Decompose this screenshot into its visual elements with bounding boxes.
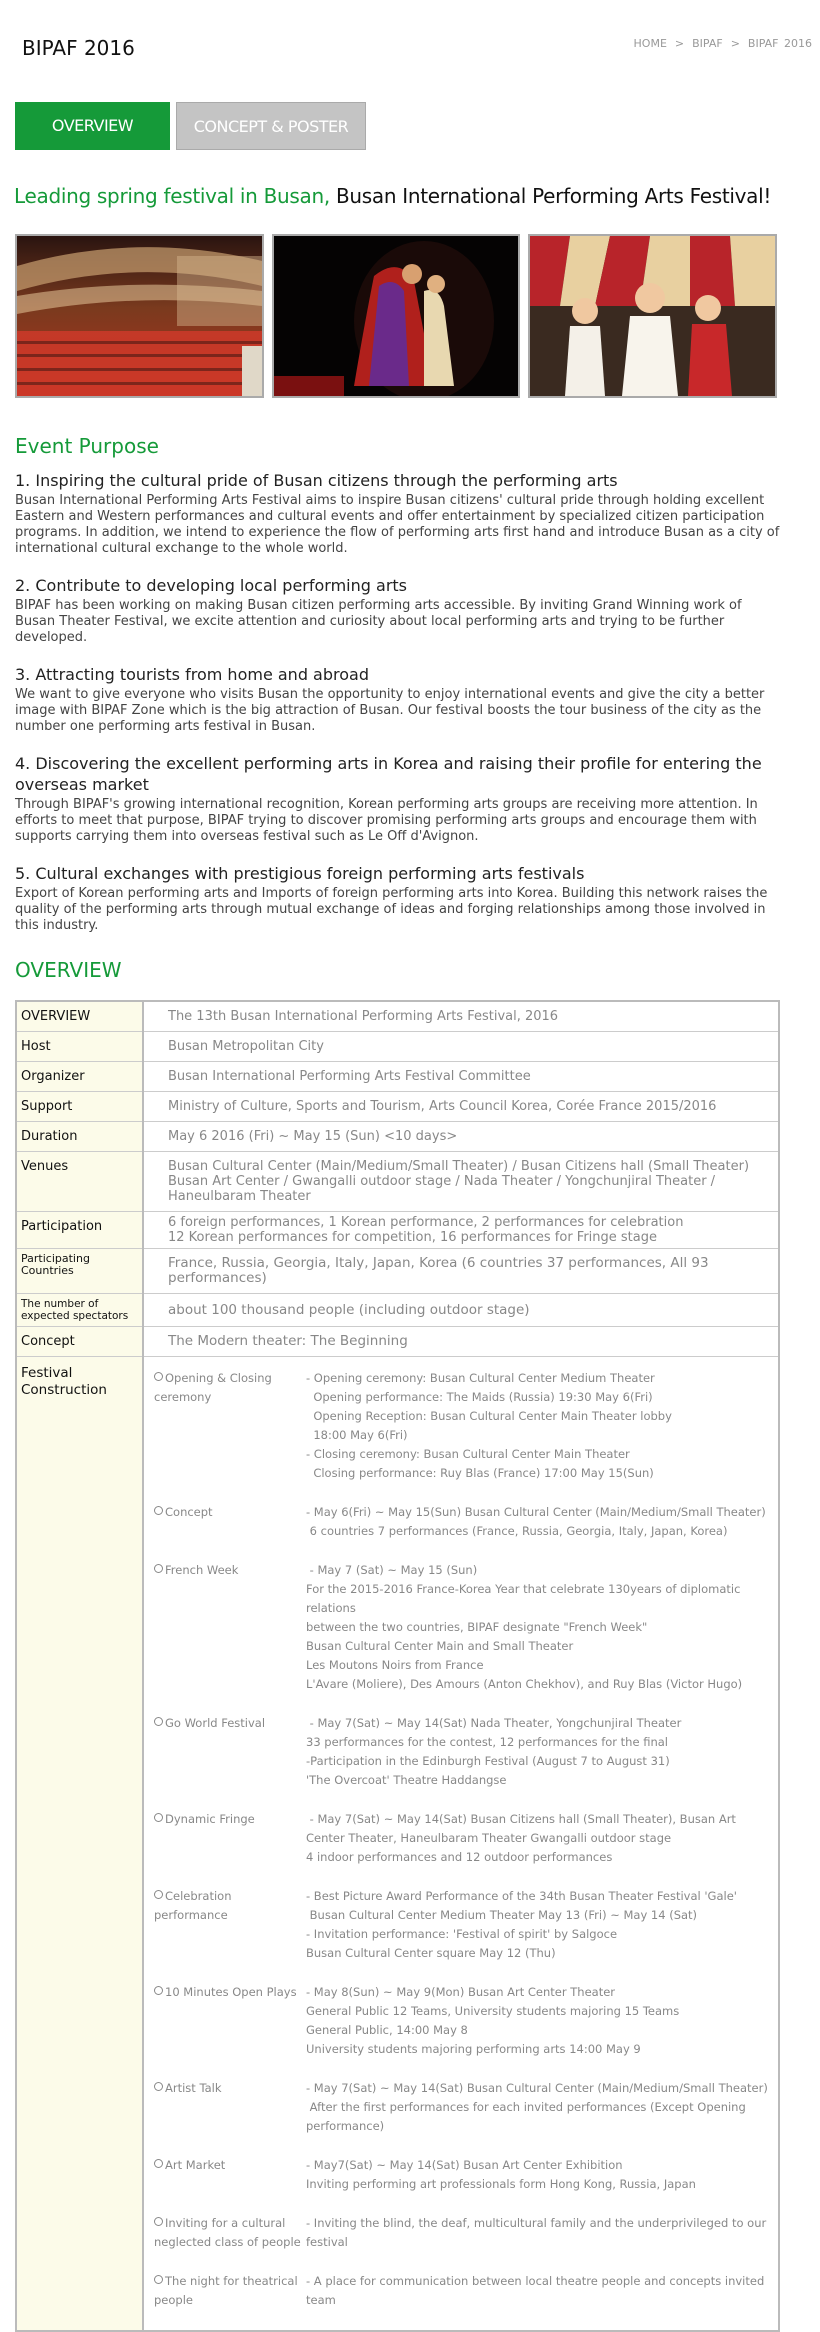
headline xyxy=(14,184,771,208)
construction-item xyxy=(152,1714,770,1810)
bullet-circle-icon xyxy=(154,1986,163,1995)
page-title: BIPAF 2016 xyxy=(22,36,135,60)
tab-concept-poster[interactable]: CONCEPT & POSTER xyxy=(176,102,366,150)
construction-item xyxy=(152,2214,770,2272)
breadcrumb xyxy=(634,37,812,50)
row-label: Support xyxy=(16,1092,143,1122)
breadcrumb-separator: > xyxy=(730,37,740,50)
bullet-circle-icon xyxy=(154,2082,163,2091)
row-value: 6 foreign performances, 1 Korean performance, 2 performances for celebration 12 Korean performances for competition, 16 performances for Fringe stage xyxy=(143,1212,779,1249)
purpose-item xyxy=(15,575,785,646)
purpose-body: BIPAF has been working on making Busan citizen performing arts accessible. By inviting Grand Winning work of Busan Theater Festival, we excite attention and curiosity about local performing arts and trying to be further developed. xyxy=(15,598,742,645)
table-row xyxy=(16,1212,779,1249)
construction-name: The night for theatrical people xyxy=(154,2274,298,2307)
photo-stage-performance xyxy=(272,234,520,398)
tab-overview[interactable]: OVERVIEW xyxy=(15,102,170,150)
headline-black-text: Busan International Performing Arts Festival! xyxy=(329,184,772,208)
overview-table xyxy=(15,1000,780,2332)
construction-detail: - A place for communication between local theatre people and concepts invited team xyxy=(306,2274,768,2307)
bullet-circle-icon xyxy=(154,2275,163,2284)
bullet-circle-icon xyxy=(154,1813,163,1822)
row-label: Organizer xyxy=(16,1062,143,1092)
row-value: Busan International Performing Arts Festival Committee xyxy=(143,1062,779,1092)
bullet-circle-icon xyxy=(154,2217,163,2226)
purpose-item xyxy=(15,664,785,735)
construction-table xyxy=(152,1369,770,2330)
purpose-body: Export of Korean performing arts and Imports of foreign performing arts into Korea. Building this network raises the quality of the performing arts through mutual exchange of ideas and forging relationships among those involved in this industry. xyxy=(15,886,768,933)
bullet-circle-icon xyxy=(154,1717,163,1726)
row-label: Participation xyxy=(16,1212,143,1249)
row-label: Host xyxy=(16,1032,143,1062)
purpose-list xyxy=(15,470,785,952)
overview-section-title: OVERVIEW xyxy=(15,958,122,982)
row-value: Busan Cultural Center (Main/Medium/Small Theater) / Busan Citizens hall (Small Theater) Busan Art Center / Gwangalli outdoor stage / Nada Theater / Yongchunjiral Theater / Haneulbaram Theater xyxy=(143,1152,779,1212)
construction-name: Artist Talk xyxy=(165,2081,222,2095)
table-row xyxy=(16,1327,779,1357)
construction-detail: - May 7(Sat) ~ May 14(Sat) Nada Theater, Yongchunjiral Theater 33 performances for the contest, 12 performances for the final -Participation in the Edinburgh Festival (August 7 to August 31) 'The Overcoat' Theatre Haddangse xyxy=(306,1716,682,1787)
purpose-body: Through BIPAF's growing international recognition, Korean performing arts groups are receiving more attention. In efforts to meet that purpose, BIPAF trying to discover promising performing arts groups and encourage them with supports carrying them into overseas festival such as Le Off d'Avignon. xyxy=(15,797,758,844)
construction-name: Celebration performance xyxy=(154,1889,232,1922)
construction-name: Art Market xyxy=(165,2158,226,2172)
construction-detail: - May7(Sat) ~ May 14(Sat) Busan Art Center Exhibition Inviting performing art professionals form Hong Kong, Russia, Japan xyxy=(306,2158,696,2191)
row-label: Venues xyxy=(16,1152,143,1212)
purpose-heading: 3. Attracting tourists from home and abroad xyxy=(15,665,369,684)
row-value: May 6 2016 (Fri) ~ May 15 (Sun) <10 days> xyxy=(143,1122,779,1152)
row-value: about 100 thousand people (including outdoor stage) xyxy=(143,1294,779,1327)
tab-bar xyxy=(15,102,366,150)
purpose-item xyxy=(15,863,785,934)
row-value: Busan Metropolitan City xyxy=(143,1032,779,1062)
construction-cell xyxy=(143,1357,779,2332)
row-label: Participating Countries xyxy=(16,1249,143,1294)
event-purpose-title: Event Purpose xyxy=(15,434,159,458)
table-row xyxy=(16,1249,779,1294)
row-value: Ministry of Culture, Sports and Tourism, Arts Council Korea, Corée France 2015/2016 xyxy=(143,1092,779,1122)
construction-detail: - Best Picture Award Performance of the 34th Busan Theater Festival 'Gale' Busan Cultural Center Medium Theater May 13 (Fri) ~ May 14 (Sat) - Invitation performance: 'Festival of spirit' by Salgoce Busan Cultural Center square May 12 (Thu) xyxy=(306,1889,737,1960)
breadcrumb-current: BIPAF 2016 xyxy=(747,37,812,50)
construction-detail: - Opening ceremony: Busan Cultural Center Medium Theater Opening performance: The Maids (Russia) 19:30 May 6(Fri) Opening Reception: Busan Cultural Center Main Theater lobby 18:00 May 6(Fri) - Closing ceremony: Busan Cultural Center Main Theater Closing performance: Ruy Blas (France) 17:00 May 15(Sun) xyxy=(306,1371,672,1480)
construction-item xyxy=(152,1503,770,1561)
purpose-item xyxy=(15,470,785,557)
table-row xyxy=(16,1122,779,1152)
table-row xyxy=(16,1294,779,1327)
photo-circus-performers xyxy=(528,234,777,398)
purpose-heading: 2. Contribute to developing local performing arts xyxy=(15,576,407,595)
purpose-heading: 5. Cultural exchanges with prestigious foreign performing arts festivals xyxy=(15,864,585,883)
row-value: France, Russia, Georgia, Italy, Japan, Korea (6 countries 37 performances, All 93 performances) xyxy=(143,1249,779,1294)
headline-green-text: Leading spring festival in Busan, xyxy=(14,184,330,208)
purpose-body: We want to give everyone who visits Busan the opportunity to enjoy international events and give the city a better image with BIPAF Zone which is the big attraction of Busan. Our festival boosts the tour business of the city as the number one performing arts festival in Busan. xyxy=(15,687,765,734)
breadcrumb-home-link[interactable]: HOME xyxy=(633,37,667,50)
table-row xyxy=(16,1001,779,1032)
table-row xyxy=(16,1032,779,1062)
photo-concert-hall xyxy=(15,234,264,398)
table-row xyxy=(16,1092,779,1122)
construction-item xyxy=(152,1369,770,1503)
construction-item xyxy=(152,1561,770,1714)
row-label: Duration xyxy=(16,1122,143,1152)
construction-name: Concept xyxy=(165,1505,213,1519)
construction-name: Inviting for a cultural neglected class of people xyxy=(154,2216,301,2249)
bullet-circle-icon xyxy=(154,1506,163,1515)
bullet-circle-icon xyxy=(154,1564,163,1573)
construction-item xyxy=(152,2079,770,2156)
construction-detail: - May 7(Sat) ~ May 14(Sat) Busan Cultural Center (Main/Medium/Small Theater) After the first performances for each invited performances (Except Opening performance) xyxy=(306,2081,768,2133)
purpose-item xyxy=(15,753,785,845)
purpose-heading: 4. Discovering the excellent performing arts in Korea and raising their profile for entering the overseas market xyxy=(15,754,762,794)
construction-detail: - May 8(Sun) ~ May 9(Mon) Busan Art Center Theater General Public 12 Teams, University students majoring 15 Teams General Public, 14:00 May 8 University students majoring performing arts 14:00 May 9 xyxy=(306,1985,680,2056)
row-label: Festival Construction xyxy=(16,1357,143,2332)
construction-item xyxy=(152,1983,770,2079)
row-value: The 13th Busan International Performing Arts Festival, 2016 xyxy=(143,1001,779,1032)
bullet-circle-icon xyxy=(154,1372,163,1381)
construction-detail: - May 6(Fri) ~ May 15(Sun) Busan Cultural Center (Main/Medium/Small Theater) 6 countries 7 performances (France, Russia, Georgia, Italy, Japan, Korea) xyxy=(306,1505,766,1538)
construction-name: Opening & Closing ceremony xyxy=(154,1371,272,1404)
construction-name: Go World Festival xyxy=(165,1716,266,1730)
row-label: OVERVIEW xyxy=(16,1001,143,1032)
purpose-heading: 1. Inspiring the cultural pride of Busan citizens through the performing arts xyxy=(15,471,618,490)
row-value: The Modern theater: The Beginning xyxy=(143,1327,779,1357)
construction-item xyxy=(152,1810,770,1887)
construction-item xyxy=(152,2156,770,2214)
row-label: The number of expected spectators xyxy=(16,1294,143,1327)
construction-item xyxy=(152,2272,770,2330)
bullet-circle-icon xyxy=(154,1890,163,1899)
construction-detail: - Inviting the blind, the deaf, multicultural family and the underprivileged to our festival xyxy=(306,2216,770,2249)
table-row xyxy=(16,1062,779,1092)
construction-name: Dynamic Fringe xyxy=(165,1812,255,1826)
bullet-circle-icon xyxy=(154,2159,163,2168)
table-row xyxy=(16,1357,779,2332)
construction-name: French Week xyxy=(165,1563,239,1577)
breadcrumb-bipaf-link[interactable]: BIPAF xyxy=(692,37,723,50)
construction-name: 10 Minutes Open Plays xyxy=(165,1985,297,1999)
construction-detail: - May 7 (Sat) ~ May 15 (Sun) For the 2015-2016 France-Korea Year that celebrate 130years of diplomatic relations between the two countries, BIPAF designate "French Week" Busan Cultural Center Main and Small Theater Les Moutons Noirs from France L'Avare (Moliere), Des Amours (Anton Chekhov), and Ruy Blas (Victor Hugo) xyxy=(306,1563,743,1691)
row-label: Concept xyxy=(16,1327,143,1357)
construction-detail: - May 7(Sat) ~ May 14(Sat) Busan Citizens hall (Small Theater), Busan Art Center Theater, Haneulbaram Theater Gwangalli outdoor stage 4 indoor performances and 12 outdoor performances xyxy=(306,1812,736,1864)
construction-item xyxy=(152,1887,770,1983)
breadcrumb-separator: > xyxy=(674,37,685,50)
purpose-body: Busan International Performing Arts Festival aims to inspire Busan citizens' cultural pride through holding excellent Eastern and Western performances and cultural events and offer entertainment by specialized citizen participation programs. In addition, we intend to experience the flow of performing arts first hand and introduce Busan as a city of international cultural exchange to the whole world. xyxy=(15,493,780,556)
table-row xyxy=(16,1152,779,1212)
